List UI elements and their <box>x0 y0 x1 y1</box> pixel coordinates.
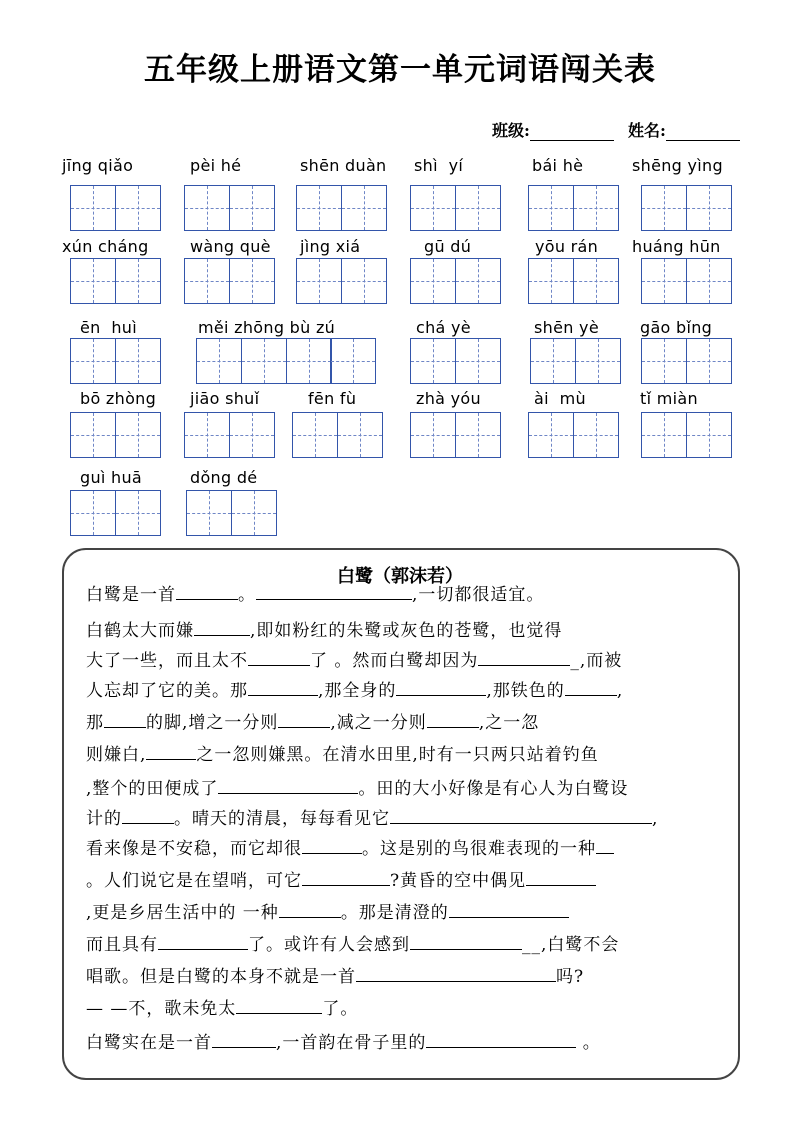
passage-text-segment: 白鹭实在是一首 <box>86 1033 212 1053</box>
passage-text-segment: 的脚,增之一分则 <box>146 713 279 733</box>
fill-in-blank[interactable] <box>426 1030 576 1048</box>
tianzige-cell[interactable] <box>575 338 621 384</box>
fill-in-blank[interactable] <box>248 648 310 666</box>
fill-in-blank[interactable] <box>526 868 596 886</box>
passage-line <box>86 776 716 799</box>
tianzige-cell[interactable] <box>455 338 501 384</box>
tianzige-cell[interactable] <box>70 412 116 458</box>
passage-text-segment: ?黄昏的空中偶见 <box>390 871 527 891</box>
passage-text-segment: 唱歌。但是白鹭的本身不就是一首 <box>86 967 356 987</box>
tianzige-cell[interactable] <box>410 258 456 304</box>
tianzige-cell[interactable] <box>70 258 116 304</box>
passage-line <box>86 742 716 765</box>
tianzige-cell[interactable] <box>115 338 161 384</box>
word-pinyin: shēn duàn <box>300 156 387 175</box>
tianzige-cell[interactable] <box>337 412 383 458</box>
passage-text-segment: 。晴天的清晨，每每看见它 <box>174 809 390 829</box>
tianzige-cell[interactable] <box>286 338 332 384</box>
word-pinyin: ài mù <box>534 389 586 408</box>
passage-text-segment: 吗? <box>556 967 585 987</box>
word-pinyin: jiāo shuǐ <box>190 389 260 408</box>
tianzige-cell[interactable] <box>528 412 574 458</box>
tianzige-cell[interactable] <box>410 185 456 231</box>
tianzige-cell[interactable] <box>641 258 687 304</box>
tianzige-grid <box>292 412 382 458</box>
tianzige-grid <box>641 258 731 304</box>
tianzige-cell[interactable] <box>455 258 501 304</box>
passage-line <box>86 996 716 1019</box>
passage-text-segment: — —不，歌未免太 <box>86 999 237 1019</box>
tianzige-cell[interactable] <box>229 258 275 304</box>
passage-text-segment: 。 <box>576 1033 601 1053</box>
passage-text-segment: 则嫌白, <box>86 745 147 765</box>
passage-text-segment: 看来像是不安稳，而它却很 <box>86 839 302 859</box>
word-pinyin: yōu rán <box>535 237 599 256</box>
tianzige-grid <box>410 185 500 231</box>
passage-line <box>86 964 716 987</box>
tianzige-grid <box>410 258 500 304</box>
fill-in-blank[interactable] <box>104 710 146 728</box>
tianzige-cell[interactable] <box>196 338 242 384</box>
word-pinyin: gāo bǐng <box>640 318 713 337</box>
name-field <box>628 118 740 141</box>
class-input-line[interactable] <box>530 123 614 141</box>
tianzige-grid <box>530 338 620 384</box>
fill-in-blank[interactable] <box>176 582 238 600</box>
tianzige-cell[interactable] <box>528 185 574 231</box>
tianzige-cell[interactable] <box>70 185 116 231</box>
word-pinyin: xún cháng <box>62 237 149 256</box>
fill-in-blank[interactable] <box>478 648 570 666</box>
tianzige-cell[interactable] <box>296 185 342 231</box>
fill-in-blank[interactable] <box>158 932 248 950</box>
tianzige-grid <box>70 412 160 458</box>
word-pinyin: jìng xiá <box>300 237 361 256</box>
tianzige-grid <box>70 490 160 536</box>
passage-text-segment: 。人们说它是在望哨，可它 <box>86 871 302 891</box>
passage-line <box>86 1030 716 1053</box>
passage-text-segment: 而且具有 <box>86 935 158 955</box>
fill-in-blank[interactable] <box>356 964 556 982</box>
name-label: 姓名: <box>628 121 666 140</box>
tianzige-cell[interactable] <box>341 185 387 231</box>
tianzige-cell[interactable] <box>186 490 232 536</box>
word-pinyin: gū dú <box>424 237 472 256</box>
fill-in-blank[interactable] <box>410 932 522 950</box>
tianzige-grid <box>641 412 731 458</box>
tianzige-cell[interactable] <box>686 338 732 384</box>
fill-in-blank[interactable] <box>596 836 614 854</box>
passage-text-segment: 。这是别的鸟很难表现的一种 <box>362 839 596 859</box>
passage-line <box>86 806 716 829</box>
name-input-line[interactable] <box>666 123 740 141</box>
tianzige-cell[interactable] <box>528 258 574 304</box>
class-label: 班级: <box>492 121 530 140</box>
tianzige-grid <box>196 338 375 384</box>
tianzige-cell[interactable] <box>573 412 619 458</box>
tianzige-cell[interactable] <box>292 412 338 458</box>
tianzige-cell[interactable] <box>115 185 161 231</box>
passage-text-segment: , <box>652 809 659 829</box>
word-pinyin: guì huā <box>80 468 143 487</box>
word-pinyin: bái hè <box>532 156 584 175</box>
passage-text-segment: 了。 <box>322 999 359 1019</box>
fill-in-blank[interactable] <box>122 806 174 824</box>
tianzige-grid <box>184 258 274 304</box>
passage-text-segment: __,白鹭不会 <box>522 935 620 955</box>
tianzige-cell[interactable] <box>410 338 456 384</box>
tianzige-cell[interactable] <box>229 412 275 458</box>
passage-text-segment: ,整个的田便成了 <box>86 779 219 799</box>
passage-line <box>86 678 716 701</box>
word-pinyin: shì yí <box>414 156 464 175</box>
passage-text-segment: 那 <box>86 713 104 733</box>
passage-text-segment: ,一首韵在骨子里的 <box>276 1033 427 1053</box>
word-pinyin: měi zhōng bù zú <box>198 318 336 337</box>
fill-in-blank[interactable] <box>449 900 569 918</box>
class-field <box>492 118 614 141</box>
tianzige-cell[interactable] <box>241 338 287 384</box>
passage-text-segment: ,更是乡居生活中的 一种 <box>86 903 279 923</box>
tianzige-grid <box>296 185 386 231</box>
passage-text-segment: 之一忽 <box>485 713 540 733</box>
passage-text-segment: 计的 <box>86 809 122 829</box>
fill-in-blank[interactable] <box>565 678 617 696</box>
tianzige-cell[interactable] <box>70 490 116 536</box>
tianzige-grid <box>410 338 500 384</box>
word-pinyin: wàng què <box>190 237 271 256</box>
passage-text-segment: _,而被 <box>570 651 623 671</box>
tianzige-grid <box>70 185 160 231</box>
passage-text-segment: ,减之一分则 <box>330 713 427 733</box>
tianzige-grid <box>528 258 618 304</box>
passage-text-segment: 。田的大小好像是有心人为白鹭设 <box>358 779 629 799</box>
tianzige-cell[interactable] <box>410 412 456 458</box>
fill-in-blank[interactable] <box>427 710 479 728</box>
passage-line <box>86 648 716 671</box>
fill-in-blank[interactable] <box>302 868 390 886</box>
tianzige-grid <box>70 258 160 304</box>
passage-line <box>86 618 716 641</box>
tianzige-cell[interactable] <box>573 258 619 304</box>
tianzige-cell[interactable] <box>641 412 687 458</box>
tianzige-cell[interactable] <box>686 185 732 231</box>
passage-text-segment: 白鹭是一首 <box>86 585 176 605</box>
tianzige-cell[interactable] <box>231 490 277 536</box>
passage-text-segment: 人忘却了它的美。那 <box>86 681 248 701</box>
tianzige-cell[interactable] <box>70 338 116 384</box>
tianzige-grid <box>184 412 274 458</box>
passage-text-segment: ,一切都很适宜。 <box>412 585 545 605</box>
fill-in-blank[interactable] <box>256 582 412 600</box>
passage-title: 白鹭（郭沫若） <box>337 566 463 587</box>
tianzige-cell[interactable] <box>296 258 342 304</box>
word-pinyin: fēn fù <box>308 389 357 408</box>
fill-in-blank[interactable] <box>146 742 196 760</box>
word-pinyin: dǒng dé <box>190 468 258 487</box>
tianzige-cell[interactable] <box>184 412 230 458</box>
passage-line <box>86 582 716 605</box>
passage-line <box>86 932 716 955</box>
passage-text-segment: , <box>616 681 624 701</box>
passage-text-segment: 了 。然而白鹭却因为 <box>310 651 479 671</box>
fill-in-blank[interactable] <box>248 678 318 696</box>
tianzige-cell[interactable] <box>115 412 161 458</box>
tianzige-cell[interactable] <box>455 185 501 231</box>
passage-text-segment: 大了一些，而且太不 <box>86 651 248 671</box>
tianzige-grid <box>186 490 276 536</box>
tianzige-cell[interactable] <box>184 185 230 231</box>
word-pinyin: chá yè <box>416 318 471 337</box>
tianzige-cell[interactable] <box>184 258 230 304</box>
passage-text-segment: ,即如粉红的朱鹭或灰色的苍鹭，也觉得 <box>250 621 563 641</box>
tianzige-cell[interactable] <box>341 258 387 304</box>
tianzige-grid <box>528 412 618 458</box>
tianzige-cell[interactable] <box>229 185 275 231</box>
word-pinyin: shēn yè <box>534 318 599 337</box>
tianzige-cell[interactable] <box>686 258 732 304</box>
fill-in-blank[interactable] <box>236 996 322 1014</box>
tianzige-grid <box>641 338 731 384</box>
tianzige-cell[interactable] <box>641 338 687 384</box>
tianzige-cell[interactable] <box>115 490 161 536</box>
fill-in-blank[interactable] <box>218 776 358 794</box>
passage-line <box>86 710 716 733</box>
tianzige-cell[interactable] <box>686 412 732 458</box>
passage-text-segment: ,那铁色的 <box>486 681 565 701</box>
word-pinyin: pèi hé <box>190 156 242 175</box>
tianzige-grid <box>296 258 386 304</box>
fill-in-blank[interactable] <box>194 618 250 636</box>
word-pinyin: shēng yìng <box>632 156 723 175</box>
passage-line <box>86 900 716 923</box>
tianzige-cell[interactable] <box>641 185 687 231</box>
fill-in-blank[interactable] <box>302 836 362 854</box>
tianzige-cell[interactable] <box>115 258 161 304</box>
passage-text-segment: 。 <box>238 585 256 605</box>
word-pinyin: zhà yóu <box>416 389 481 408</box>
tianzige-grid <box>410 412 500 458</box>
fill-in-blank[interactable] <box>278 710 330 728</box>
tianzige-cell[interactable] <box>530 338 576 384</box>
tianzige-grid <box>70 338 160 384</box>
tianzige-grid <box>528 185 618 231</box>
tianzige-cell[interactable] <box>573 185 619 231</box>
tianzige-cell[interactable] <box>330 338 376 384</box>
word-pinyin: tǐ miàn <box>640 389 698 408</box>
word-pinyin: huáng hūn <box>632 237 721 256</box>
fill-in-blank[interactable] <box>279 900 341 918</box>
passage-line <box>86 836 716 859</box>
word-pinyin: jīng qiǎo <box>62 156 134 175</box>
word-pinyin: bō zhòng <box>80 389 157 408</box>
passage-text-segment: 。那是清澄的 <box>340 903 449 923</box>
tianzige-grid <box>641 185 731 231</box>
page-title: 五年级上册语文第一单元词语闯关表 <box>144 52 656 88</box>
passage-text-segment: , <box>478 713 486 733</box>
passage-text-segment: ,那全身的 <box>318 681 397 701</box>
tianzige-cell[interactable] <box>455 412 501 458</box>
passage-line <box>86 868 716 891</box>
fill-in-blank[interactable] <box>212 1030 276 1048</box>
word-pinyin: ēn huì <box>80 318 137 337</box>
tianzige-grid <box>184 185 274 231</box>
fill-in-blank[interactable] <box>396 678 486 696</box>
passage-text-segment: 了。或许有人会感到 <box>248 935 410 955</box>
passage-text-segment: 之一忽则嫌黑。在清水田里,时有一只两只站着钓鱼 <box>196 745 599 765</box>
fill-in-blank[interactable] <box>390 806 652 824</box>
passage-text-segment: 白鹤太大而嫌 <box>86 621 194 641</box>
